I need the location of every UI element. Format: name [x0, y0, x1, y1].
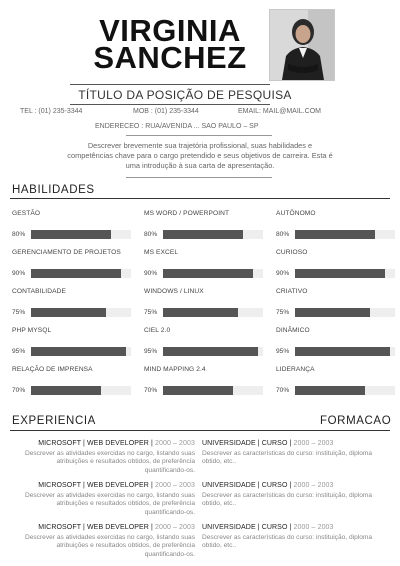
skill-label: MIND MAPPING 2.4	[144, 366, 206, 373]
experience-description-line: atribuições e resultados obtidos, de preferência	[56, 542, 195, 550]
skill-bar-track	[163, 269, 263, 278]
skill-bar-fill	[31, 386, 101, 395]
intro-line-3: uma introdução à sua carta de apresentação.	[125, 161, 275, 170]
skill-bar-track	[295, 347, 395, 356]
experience-description-line: Descrever as atividades exercidas no cargo, listando suas	[24, 534, 195, 541]
skill-label: CIEL 2.0	[144, 327, 171, 334]
education-description-line: Descrever as características do curso: instituição, diploma	[202, 534, 373, 541]
phone-contact	[20, 108, 82, 115]
experience-role: MICROSOFT | WEB DEVELOPER |	[38, 524, 153, 531]
experience-description	[25, 534, 195, 559]
experience-title: EXPERIENCIA	[12, 415, 96, 427]
skill-bar-track	[163, 308, 263, 317]
skill-bar-track	[163, 386, 263, 395]
experience-entry-title	[38, 482, 195, 489]
skill-percent: 75%	[144, 309, 158, 316]
skill-bar-track	[295, 230, 395, 239]
skill-label: CONTABILIDADE	[12, 288, 66, 295]
skill-bar-fill	[163, 269, 253, 278]
skill-label: GERENCIAMENTO DE PROJETOS	[12, 249, 121, 256]
experience-role: MICROSOFT | WEB DEVELOPER |	[38, 482, 153, 489]
address-label: ENDERECEO :	[95, 123, 144, 130]
portrait-image	[270, 10, 334, 80]
skill-bar-track	[31, 269, 131, 278]
skill-bar-fill	[295, 230, 375, 239]
skill-percent: 80%	[144, 231, 158, 238]
skill-label: CRIATIVO	[276, 288, 308, 295]
skill-percent: 70%	[12, 387, 26, 394]
skill-percent: 80%	[276, 231, 290, 238]
skill-bar-fill	[163, 386, 233, 395]
intro-line-1: Descrever brevemente sua trajetória profissional, suas habilidades e	[87, 141, 313, 150]
education-years: 2000 – 2003	[293, 524, 334, 531]
education-entry-title	[202, 524, 334, 531]
skill-bar-fill	[295, 347, 390, 356]
title-divider-bottom	[70, 104, 270, 105]
education-entry-title	[202, 482, 334, 489]
skill-percent: 95%	[276, 348, 290, 355]
experience-entry-title	[38, 524, 195, 531]
skill-percent: 95%	[12, 348, 26, 355]
skill-bar-fill	[163, 308, 238, 317]
skill-bar-fill	[295, 308, 370, 317]
skill-label: MS EXCEL	[144, 249, 179, 256]
skill-bar-fill	[295, 269, 385, 278]
experience-years: 2000 – 2003	[154, 524, 195, 531]
skill-percent: 95%	[144, 348, 158, 355]
experience-role: MICROSOFT | WEB DEVELOPER |	[38, 440, 153, 447]
address-contact	[95, 123, 259, 130]
skill-label: GESTÃO	[12, 210, 41, 217]
experience-years: 2000 – 2003	[154, 482, 195, 489]
education-description-line: Descrever as características do curso: instituição, diploma	[202, 492, 373, 499]
email-contact	[238, 108, 321, 115]
mobile-value: (01) 235-3344	[154, 108, 199, 115]
address-value: RUA/AVENIDA ... SAO PAULO – SP	[145, 123, 259, 130]
skill-percent: 70%	[144, 387, 158, 394]
skill-bar-track	[163, 230, 263, 239]
skill-label: LIDERANÇA	[276, 366, 315, 373]
experience-description-line: quantificando-os.	[144, 466, 195, 474]
experience-description	[25, 492, 195, 517]
email-label: EMAIL:	[238, 108, 261, 115]
education-description-line: obtido, etc..	[202, 500, 237, 508]
education-school: UNIVERSIDADE | CURSO |	[202, 440, 292, 447]
email-value[interactable]: MAIL@MAIL.COM	[262, 108, 321, 115]
skill-percent: 90%	[12, 270, 26, 277]
skill-bar-track	[31, 308, 131, 317]
experience-description-line: atribuições e resultados obtidos, de preferência	[56, 458, 195, 466]
experience-description-line: Descrever as atividades exercidas no cargo, listando suas	[24, 450, 195, 457]
skill-bar-track	[31, 386, 131, 395]
skill-percent: 90%	[144, 270, 158, 277]
skills-title: HABILIDADES	[12, 184, 95, 196]
skill-percent: 90%	[276, 270, 290, 277]
profile-photo	[269, 9, 335, 81]
position-title: TÍTULO DA POSIÇÃO DE PESQUISA	[78, 88, 292, 102]
experience-description-line: Descrever as atividades exercidas no cargo, listando suas	[24, 492, 195, 499]
skill-label: PHP MYSQL	[12, 327, 52, 334]
skill-bar-fill	[31, 269, 121, 278]
phone-value: (01) 235-3344	[38, 108, 83, 115]
skill-label: AUTÔNOMO	[276, 210, 316, 217]
education-description	[202, 450, 372, 467]
experience-description-line: atribuições e resultados obtidos, de preferência	[56, 500, 195, 508]
skill-percent: 70%	[276, 387, 290, 394]
skill-bar-track	[31, 230, 131, 239]
skill-bar-track	[163, 347, 263, 356]
skill-bar-fill	[31, 230, 111, 239]
experience-description	[25, 450, 195, 475]
intro-line-2: competências chave para o cargo pretendido e seus objetivos de carreira. Esta é	[67, 151, 333, 160]
experience-divider	[10, 430, 390, 431]
education-title: FORMACAO	[320, 415, 392, 427]
mobile-label: MOB :	[133, 108, 153, 115]
skill-bar-track	[295, 308, 395, 317]
skill-bar-fill	[163, 347, 258, 356]
skill-bar-track	[295, 269, 395, 278]
education-description	[202, 492, 372, 509]
experience-description-line: quantificando-os.	[144, 508, 195, 516]
skill-label: MS WORD / POWERPOINT	[144, 210, 230, 217]
education-school: UNIVERSIDADE | CURSO |	[202, 524, 292, 531]
skill-bar-track	[295, 386, 395, 395]
first-name: VIRGINIA	[99, 13, 241, 48]
education-entry-title	[202, 440, 334, 447]
education-school: UNIVERSIDADE | CURSO |	[202, 482, 292, 489]
skill-bar-fill	[163, 230, 243, 239]
skill-bar-fill	[295, 386, 365, 395]
education-description	[202, 534, 372, 551]
mobile-contact	[133, 108, 199, 115]
education-description-line: obtido, etc..	[202, 458, 237, 466]
experience-years: 2000 – 2003	[154, 440, 195, 447]
skill-label: WINDOWS / LINUX	[144, 288, 204, 295]
education-description-line: Descrever as características do curso: instituição, diploma	[202, 450, 373, 457]
education-years: 2000 – 2003	[293, 440, 334, 447]
last-name: SANCHEZ	[93, 40, 247, 75]
phone-label: TEL :	[20, 108, 37, 115]
title-divider-top	[70, 84, 270, 85]
intro-paragraph	[40, 141, 360, 171]
skill-bar-track	[31, 347, 131, 356]
skill-bar-fill	[31, 308, 106, 317]
experience-entry-title	[38, 440, 195, 447]
intro-divider-bottom	[126, 177, 272, 178]
skill-percent: 80%	[12, 231, 26, 238]
education-years: 2000 – 2003	[293, 482, 334, 489]
skill-percent: 75%	[12, 309, 26, 316]
skill-label: DINÂMICO	[276, 327, 310, 334]
skill-label: RELAÇÃO DE IMPRENSA	[12, 366, 93, 373]
skill-percent: 75%	[276, 309, 290, 316]
skill-bar-fill	[31, 347, 126, 356]
experience-description-line: quantificando-os.	[144, 550, 195, 558]
intro-divider-top	[126, 135, 272, 136]
skills-divider	[10, 198, 390, 199]
skill-label: CURIOSO	[276, 249, 308, 256]
education-description-line: obtido, etc..	[202, 542, 237, 550]
